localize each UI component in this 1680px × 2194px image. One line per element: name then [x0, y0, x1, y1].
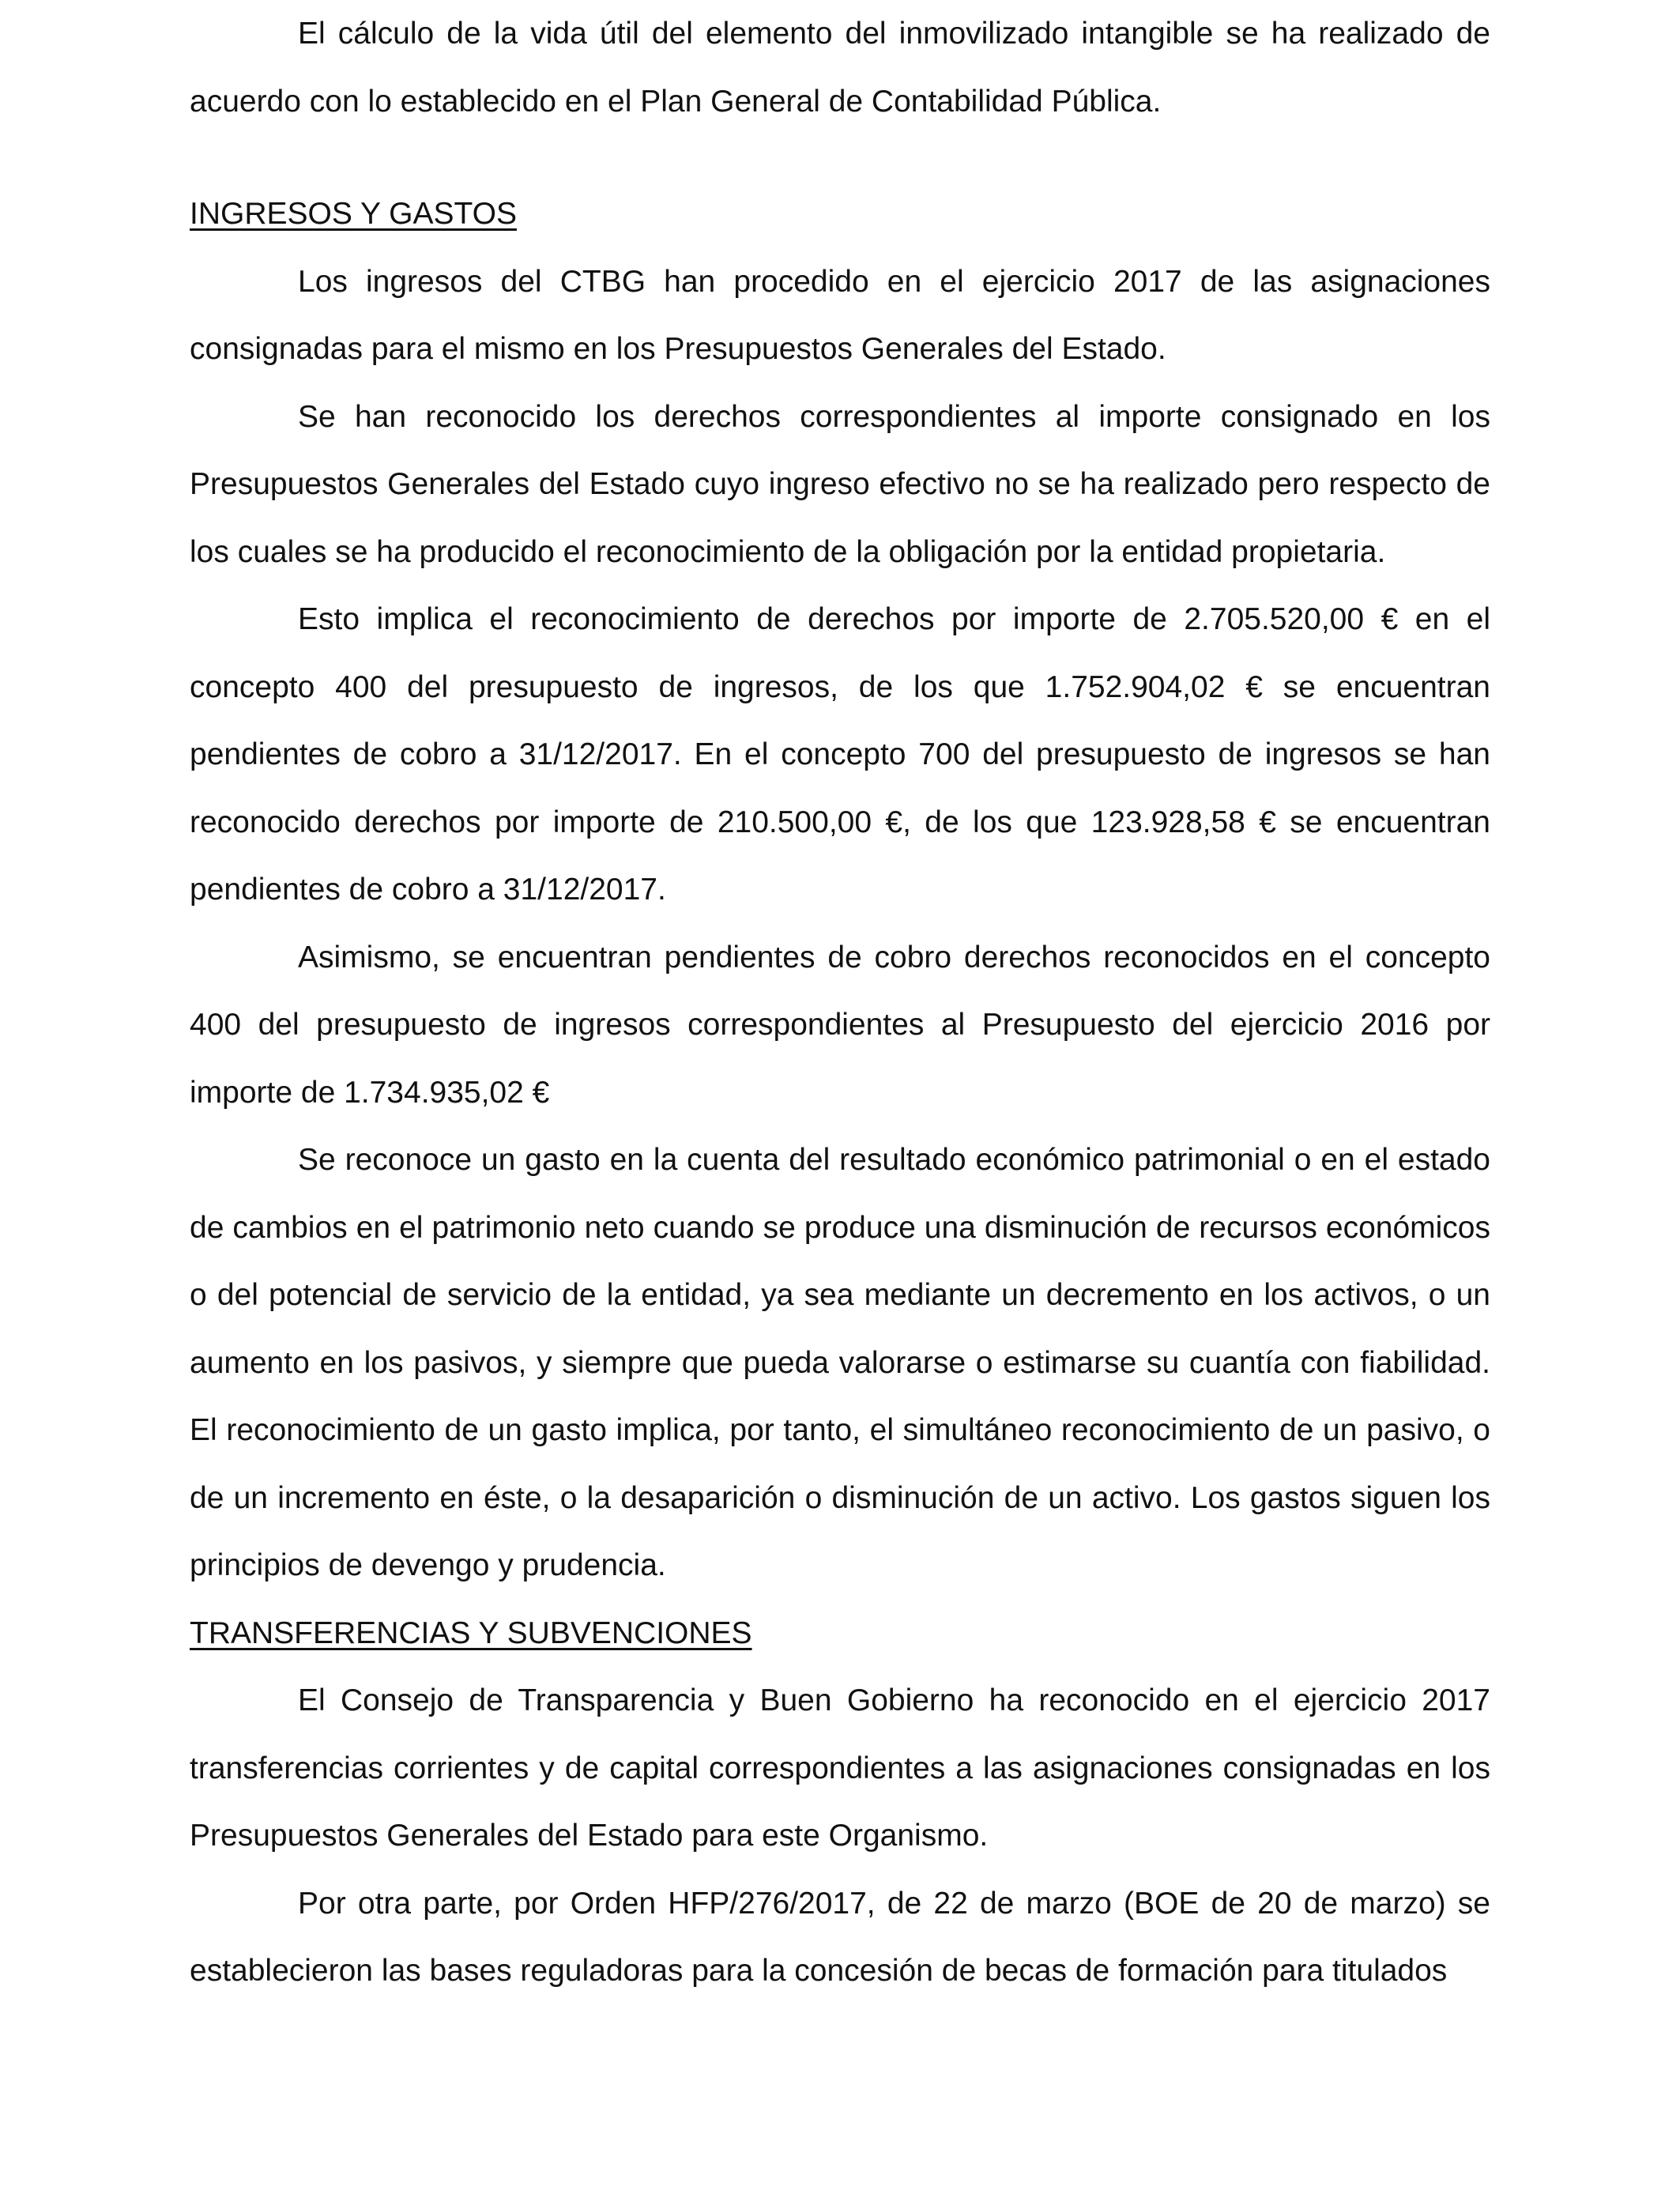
section-spacer	[190, 135, 1490, 180]
paragraph: Se reconoce un gasto en la cuenta del resultado económico patrimonial o en el estado de cambios en el patrimonio neto cuando se produce una disminución de recursos económicos o del potencial de servicio de la entidad, ya sea mediante un decremento en los activos, o un aumento en los pasivos, y siempre que pueda valorarse o estimarse su cuantía con fiabilidad. El reconocimiento de un gasto implica, por tanto, el simultáneo reconocimiento de un pasivo, o de un incremento en éste, o la desaparición o disminución de un activo. Los gastos siguen los principios de devengo y prudencia.	[190, 1143, 1490, 1582]
paragraph: Se han reconocido los derechos correspondientes al importe consignado en los Presupuestos Generales del Estado cuyo ingreso efectivo no se ha realizado pero respecto de los cuales se ha producido el reconocimiento de la obligación por la entidad propietaria.	[190, 399, 1490, 569]
document-page	[190, 0, 1490, 2194]
section-heading-transferencias-subvenciones: TRANSFERENCIAS Y SUBVENCIONES	[190, 1615, 752, 1650]
paragraph: Por otra parte, por Orden HFP/276/2017, de 22 de marzo (BOE de 20 de marzo) se establecieron las bases reguladoras para la concesión de becas de formación para titulados	[190, 1886, 1490, 1988]
section-heading-ingresos-gastos: INGRESOS Y GASTOS	[190, 197, 517, 231]
paragraph: El Consejo de Transparencia y Buen Gobierno ha reconocido en el ejercicio 2017 transferencias corrientes y de capital correspondientes a las asignaciones consignadas en los Presupuestos Generales del Estado para este Organismo.	[190, 1683, 1490, 1853]
paragraph: Esto implica el reconocimiento de derechos por importe de 2.705.520,00 € en el concepto 400 del presupuesto de ingresos, de los que 1.752.904,02 € se encuentran pendientes de cobro a 31/12/2017. En el concepto 700 del presupuesto de ingresos se han reconocido derechos por importe de 210.500,00 €, de los que 123.928,58 € se encuentran pendientes de cobro a 31/12/2017.	[190, 602, 1490, 907]
paragraph: Los ingresos del CTBG han procedido en el ejercicio 2017 de las asignaciones consignadas para el mismo en los Presupuestos Generales del Estado.	[190, 264, 1490, 366]
intro-paragraph: El cálculo de la vida útil del elemento del inmovilizado intangible se ha realizado de acuerdo con lo establecido en el Plan General de Contabilidad Pública.	[190, 17, 1490, 119]
paragraph: Asimismo, se encuentran pendientes de cobro derechos reconocidos en el concepto 400 del presupuesto de ingresos correspondientes al Presupuesto del ejercicio 2016 por importe de 1.734.935,02 €	[190, 940, 1490, 1110]
